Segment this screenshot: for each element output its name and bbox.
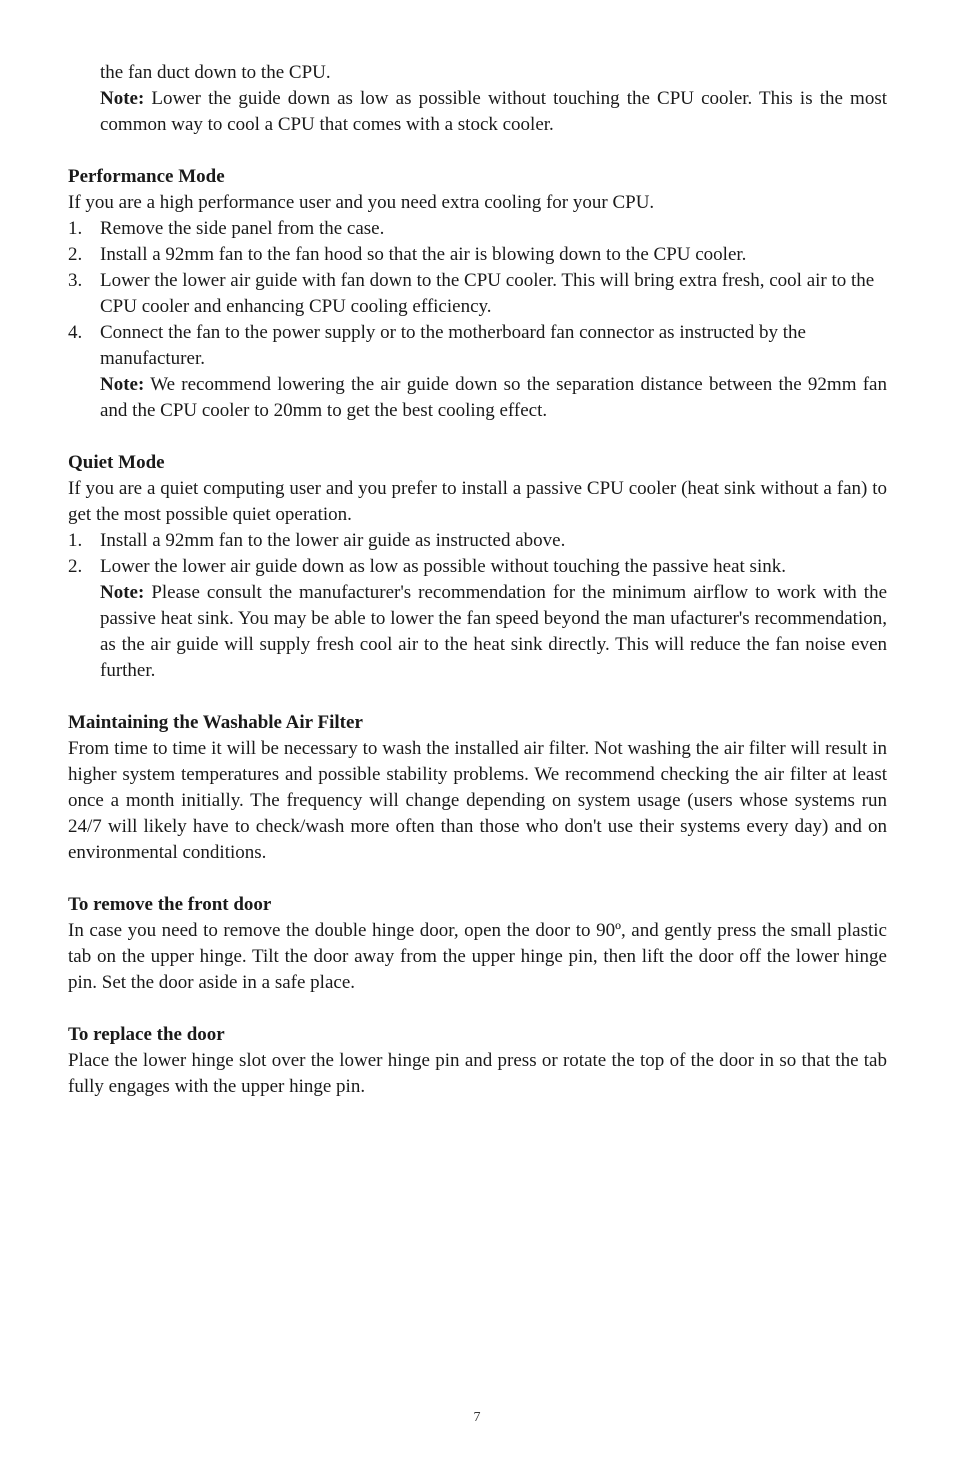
note-label: Note: [100, 582, 145, 603]
note-text: Lower the guide down as low as possible without touching the CPU cooler. This is the most common way to cool a CPU that comes with a stock cooler. [100, 88, 887, 135]
list-number: 3. [68, 270, 83, 291]
list-item [68, 242, 887, 268]
section-heading-filter: Maintaining the Washable Air Filter [68, 712, 363, 733]
list-item [68, 554, 887, 580]
list-number: 2. [68, 244, 83, 265]
note-label: Note: [100, 88, 145, 109]
performance-note [68, 372, 887, 424]
section-heading-quiet: Quiet Mode [68, 452, 165, 473]
replace-door-text: Place the lower hinge slot over the lower hinge pin and press or rotate the top of the door in so that the tab fully engages with the upper hinge pin. [68, 1050, 887, 1097]
list-item [68, 268, 887, 320]
intro-line: the fan duct down to the CPU. [100, 62, 331, 83]
spacer [68, 996, 887, 1022]
quiet-lead: If you are a quiet computing user and you prefer to install a passive CPU cooler (heat sink without a fan) to get the most possible quiet operation. [68, 478, 887, 525]
note-text: Please consult the manufacturer's recommendation for the minimum airflow to work with the passive heat sink. You may be able to lower the fan speed beyond the man ufacturer's recommendation, as the air guide will supply fresh cool air to the heat sink directly. This will reduce the fan noise even further. [100, 582, 887, 681]
filter-text: From time to time it will be necessary to wash the installed air filter. Not washing the air filter will result in higher system temperatures and possible stability problems. We recommend checking the air filter at least once a month initially. The frequency will change depending on system usage (users whose systems run 24/7 will likely have to check/wash more often than those who don't use their systems every day) and on environmental conditions. [68, 738, 887, 863]
spacer [68, 866, 887, 892]
performance-lead: If you are a high performance user and you need extra cooling for your CPU. [68, 192, 655, 213]
quiet-note [68, 580, 887, 684]
remove-door-text: In case you need to remove the double hinge door, open the door to 90º, and gently press the small plastic tab on the upper hinge. Tilt the door away from the upper hinge pin, then lift the door off the lower hinge pin. Set the door aside in a safe place. [68, 920, 887, 993]
spacer [68, 138, 887, 164]
document-body [68, 60, 887, 1100]
note-label: Note: [100, 374, 145, 395]
spacer [68, 424, 887, 450]
list-text: Install a 92mm fan to the lower air guide as instructed above. [100, 530, 566, 551]
list-number: 1. [68, 218, 83, 239]
list-number: 4. [68, 322, 83, 343]
list-text: Remove the side panel from the case. [100, 218, 385, 239]
list-number: 1. [68, 530, 83, 551]
list-text: Lower the lower air guide down as low as possible without touching the passive heat sink. [100, 556, 786, 577]
spacer [68, 684, 887, 710]
list-number: 2. [68, 556, 83, 577]
list-item [68, 528, 887, 554]
list-text: Connect the fan to the power supply or to the motherboard fan connector as instructed by the manufacturer. [100, 322, 806, 369]
note-text: We recommend lowering the air guide down so the separation distance between the 92mm fan and the CPU cooler to 20mm to get the best cooling effect. [100, 374, 887, 421]
section-heading-remove-door: To remove the front door [68, 894, 272, 915]
list-item [68, 216, 887, 242]
intro-note [68, 86, 887, 138]
list-text: Install a 92mm fan to the fan hood so that the air is blowing down to the CPU cooler. [100, 244, 747, 265]
section-heading-performance: Performance Mode [68, 166, 225, 187]
list-text: Lower the lower air guide with fan down to the CPU cooler. This will bring extra fresh, cool air to the CPU cooler and enhancing CPU cooling efficiency. [100, 270, 875, 317]
section-heading-replace-door: To replace the door [68, 1024, 225, 1045]
page-number: 7 [473, 1410, 481, 1425]
list-item [68, 320, 887, 372]
